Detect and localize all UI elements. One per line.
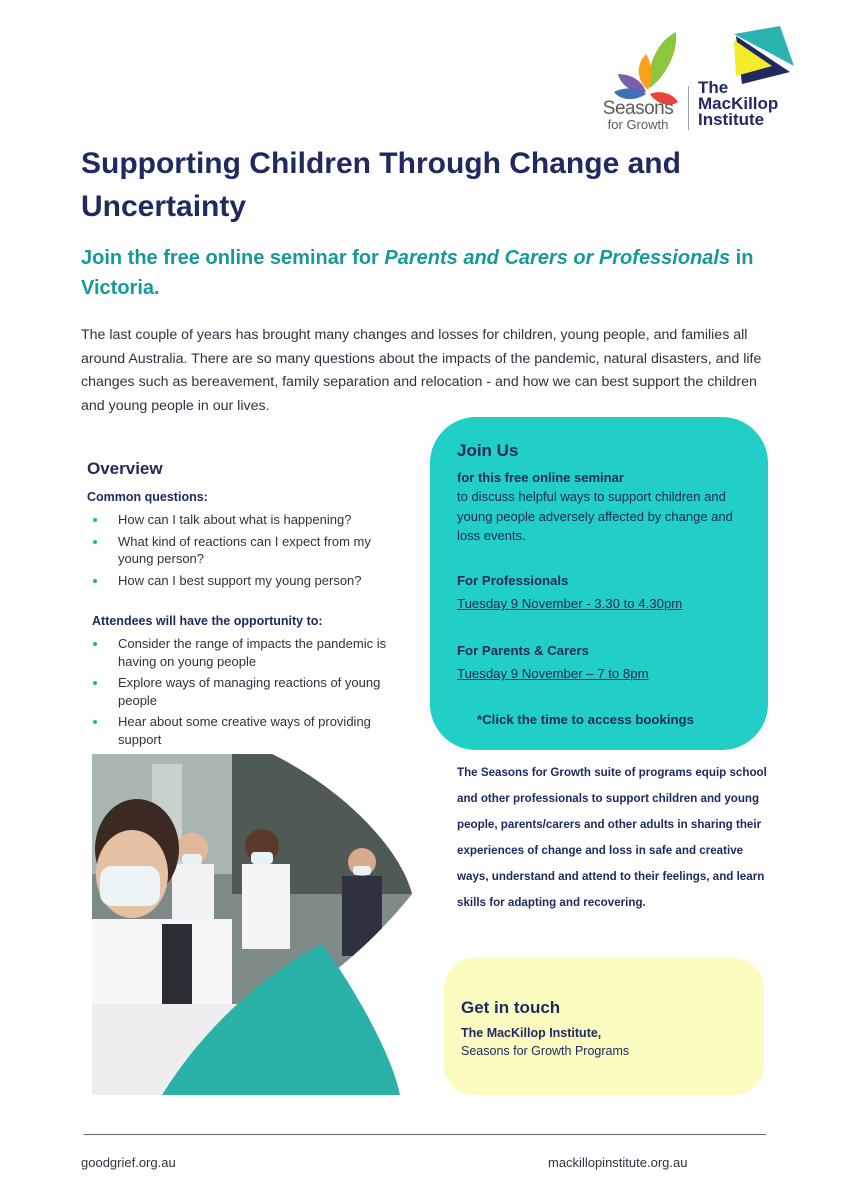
join-heading: Join Us xyxy=(457,441,519,460)
overview-heading: Overview xyxy=(87,459,163,478)
mackillop-line-1: The xyxy=(698,78,729,97)
subtitle xyxy=(81,243,801,303)
seasons-logo-name: Seasons xyxy=(602,98,674,119)
contact-program: Seasons for Growth Programs xyxy=(461,1044,630,1058)
attendees-heading: Attendees will have the opportunity to: xyxy=(92,614,323,628)
attendees-list xyxy=(92,635,392,752)
footer-link-mackillop[interactable]: mackillopinstitute.org.au xyxy=(548,1155,688,1170)
mackillop-logo-text xyxy=(698,80,778,128)
footer-divider xyxy=(84,1134,766,1135)
list-item: How can I talk about what is happening? xyxy=(92,511,392,529)
booking-note: *Click the time to access bookings xyxy=(477,712,694,727)
contact-heading: Get in touch xyxy=(461,998,561,1017)
children-masks-photo xyxy=(92,754,412,1095)
join-description: to discuss helpful ways to support children and young people adversely affected by change and loss events. xyxy=(457,489,733,543)
footer-link-goodgrief[interactable]: goodgrief.org.au xyxy=(81,1155,176,1170)
common-questions-heading: Common questions: xyxy=(87,490,208,504)
join-subheading: for this free online seminar xyxy=(457,470,624,485)
list-item: How can I best support my young person? xyxy=(92,572,392,590)
subtitle-emphasis: Parents and Carers or Professionals xyxy=(384,247,731,269)
page-title: Supporting Children Through Change and Uncertainty xyxy=(81,147,681,223)
list-item: Explore ways of managing reactions of young people xyxy=(92,674,392,709)
intro-paragraph: The last couple of years has brought many changes and losses for children, young people, and families all around Australia. There are so many questions about the impacts of the pandemic, natural disasters, and life changes such as bereavement, family separation and relocation - and how we can best support the children and young people in our lives. xyxy=(81,327,762,414)
list-item: What kind of reactions can I expect from my young person? xyxy=(92,533,392,568)
contact-organization: The MacKillop Institute, xyxy=(461,1026,602,1040)
subtitle-suffix: in Victoria. xyxy=(81,247,754,299)
professionals-heading: For Professionals xyxy=(457,573,569,588)
list-item: Consider the range of impacts the pandemic is having on young people xyxy=(92,635,392,670)
professionals-booking-link[interactable]: Tuesday 9 November - 3.30 to 4.30pm xyxy=(457,596,683,611)
mackillop-line-3: Institute xyxy=(698,110,765,129)
mackillop-line-2: MacKillop xyxy=(698,94,779,113)
parents-heading: For Parents & Carers xyxy=(457,643,589,658)
seasons-logo-sub: for Growth xyxy=(607,117,669,132)
suite-description: The Seasons for Growth suite of programs equip school and other professionals to support children and young people, parents/carers and other adults in sharing their experiences of change and loss in safe and creative ways, understand and attend to their feelings, and learn skills for adapting and recovering. xyxy=(457,766,767,909)
logo-divider xyxy=(688,86,689,130)
parents-booking-link[interactable]: Tuesday 9 November – 7 to 8pm xyxy=(457,666,649,681)
common-questions-list xyxy=(92,511,392,593)
subtitle-prefix: Join the free online seminar for xyxy=(81,247,385,269)
list-item: Hear about some creative ways of providing support xyxy=(92,713,392,748)
